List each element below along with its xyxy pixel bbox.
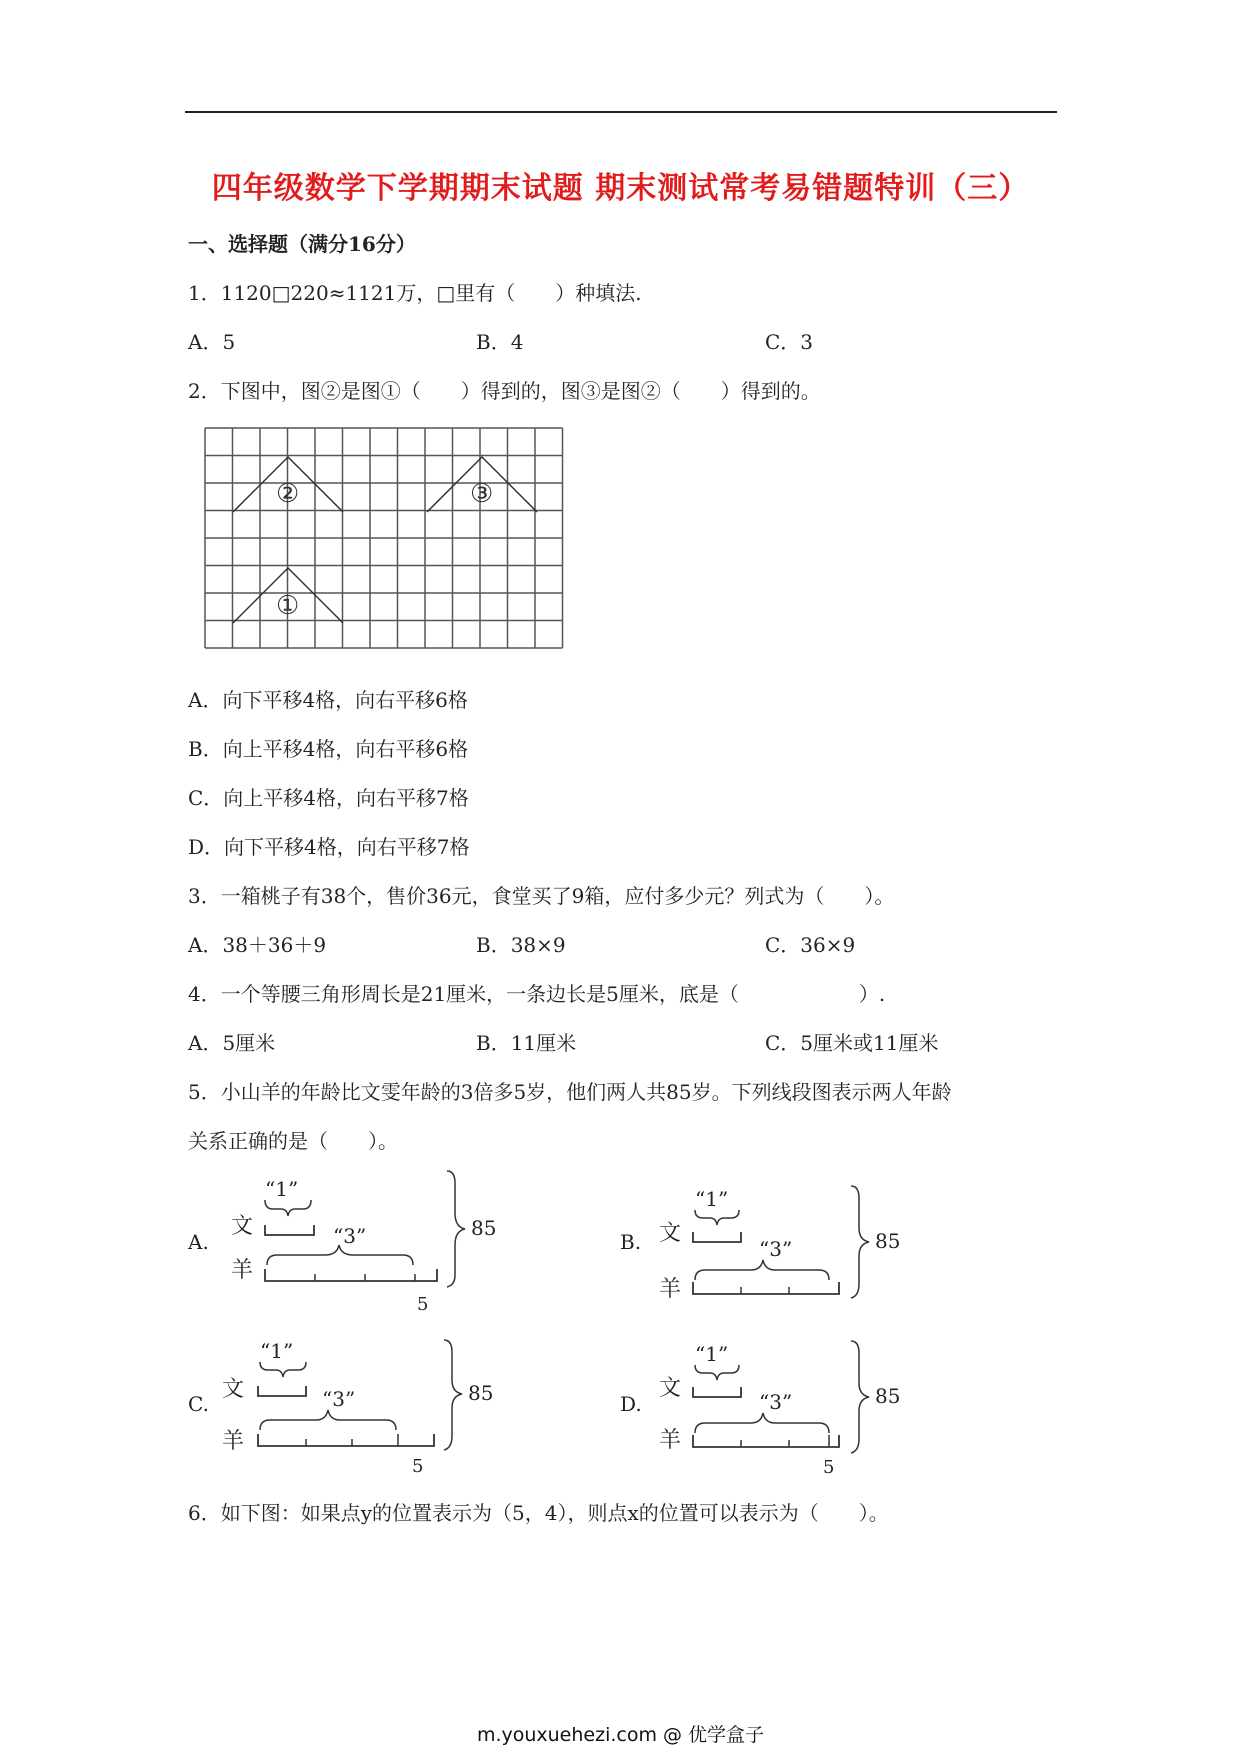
segment-wen (265, 1225, 314, 1235)
label-one: “1” (260, 1339, 294, 1363)
footer-watermark: m.youxuehezi.com @ 优学盒子 (476, 1724, 765, 1746)
question-6: 6．如下图：如果点y的位置表示为（5，4），则点x的位置可以表示为（ ）。 (188, 1501, 889, 1525)
label-wen: 文 (231, 1214, 254, 1239)
brace-three (695, 1413, 829, 1433)
segment-yang (265, 1269, 437, 1281)
q5-option-d-label: D. (620, 1392, 642, 1416)
brace-total (851, 1186, 869, 1298)
label-total: 85 (471, 1216, 497, 1240)
line-diagram-d (655, 1333, 915, 1483)
grid-lines (205, 428, 563, 648)
q4-option-b: B．11厘米 (476, 1031, 577, 1055)
label-wen: 文 (659, 1376, 682, 1401)
label-five: 5 (823, 1457, 835, 1478)
question-5-line-2: 关系正确的是（ ）。 (188, 1129, 398, 1153)
q1-option-a: A．5 (188, 330, 236, 354)
label-yang: 羊 (659, 1277, 682, 1302)
label-wen: 文 (222, 1377, 245, 1402)
label-total: 85 (468, 1381, 494, 1405)
page-title: 四年级数学下学期期末试题 期末测试常考易错题特训（三） (211, 171, 1030, 206)
label-one: “1” (265, 1177, 299, 1201)
q5-option-c-label: C. (188, 1392, 209, 1416)
question-4: 4．一个等腰三角形周长是21厘米，一条边长是5厘米，底是（ ）. (188, 982, 886, 1006)
section-heading: 一、选择题（满分16分） (188, 232, 416, 256)
segment-yang (258, 1434, 434, 1446)
q1-option-c: C．3 (765, 330, 814, 354)
label-three: “3” (759, 1237, 793, 1261)
q2-option-a: A．向下平移4格，向右平移6格 (188, 688, 468, 712)
question-2: 2．下图中，图②是图①（ ）得到的，图③是图②（ ）得到的。 (188, 379, 821, 403)
label-three: “3” (759, 1390, 793, 1414)
question-1: 1．1120□220≈1121万，□里有（ ）种填法. (188, 281, 642, 305)
label-five: 5 (412, 1456, 424, 1477)
brace-one (695, 1210, 739, 1225)
brace-one (265, 1200, 311, 1216)
label-five: 5 (417, 1294, 429, 1315)
q1-option-b: B．4 (476, 330, 524, 354)
brace-total (447, 1171, 465, 1287)
label-yang: 羊 (231, 1258, 254, 1283)
q4-option-c: C．5厘米或11厘米 (765, 1031, 939, 1055)
q3-option-a: A．38＋36＋9 (188, 933, 327, 957)
label-three: “3” (333, 1224, 367, 1248)
question-3: 3．一箱桃子有38个，售价36元，食堂买了9箱，应付多少元？列式为（ ）。 (188, 884, 895, 908)
label-yang: 羊 (222, 1429, 245, 1454)
line-diagram-b (655, 1178, 915, 1328)
label-total: 85 (875, 1229, 901, 1253)
figure-label-3: ③ (470, 479, 494, 509)
ticks (315, 1274, 415, 1281)
label-one: “1” (695, 1342, 729, 1366)
q5-option-b-label: B. (620, 1230, 642, 1254)
ticks (741, 1435, 829, 1447)
segment-yang (693, 1282, 839, 1294)
segment-wen (693, 1232, 741, 1242)
figure-label-2: ② (276, 479, 300, 509)
brace-three (695, 1260, 829, 1280)
segment-wen (258, 1386, 306, 1396)
line-diagram-c (218, 1330, 503, 1480)
q3-option-b: B．38×9 (476, 933, 566, 957)
label-wen: 文 (659, 1221, 682, 1246)
q2-option-b: B．向上平移4格，向右平移6格 (188, 737, 469, 761)
brace-one (260, 1362, 306, 1377)
label-yang: 羊 (659, 1428, 682, 1453)
q2-option-d: D．向下平移4格，向右平移7格 (188, 835, 470, 859)
question-5-line-1: 5．小山羊的年龄比文雯年龄的3倍多5岁，他们两人共85岁。下列线段图表示两人年龄 (188, 1080, 952, 1104)
q3-option-c: C．36×9 (765, 933, 856, 957)
label-three: “3” (322, 1387, 356, 1411)
line-diagram-a (225, 1165, 510, 1315)
brace-total (444, 1340, 462, 1450)
brace-three (260, 1410, 396, 1430)
translation-grid-figure (200, 424, 572, 654)
q4-option-a: A．5厘米 (188, 1031, 276, 1055)
segment-wen (693, 1387, 741, 1397)
label-one: “1” (695, 1187, 729, 1211)
brace-three (267, 1245, 413, 1265)
ticks (741, 1287, 789, 1294)
brace-total (851, 1341, 869, 1453)
q5-option-a-label: A. (188, 1230, 209, 1254)
q2-option-c: C．向上平移4格，向右平移7格 (188, 786, 469, 810)
segment-yang (693, 1435, 839, 1447)
header-rule (185, 111, 1057, 113)
ticks (306, 1434, 398, 1446)
label-total: 85 (875, 1384, 901, 1408)
figure-label-1: ① (276, 591, 300, 621)
brace-one (695, 1365, 739, 1380)
